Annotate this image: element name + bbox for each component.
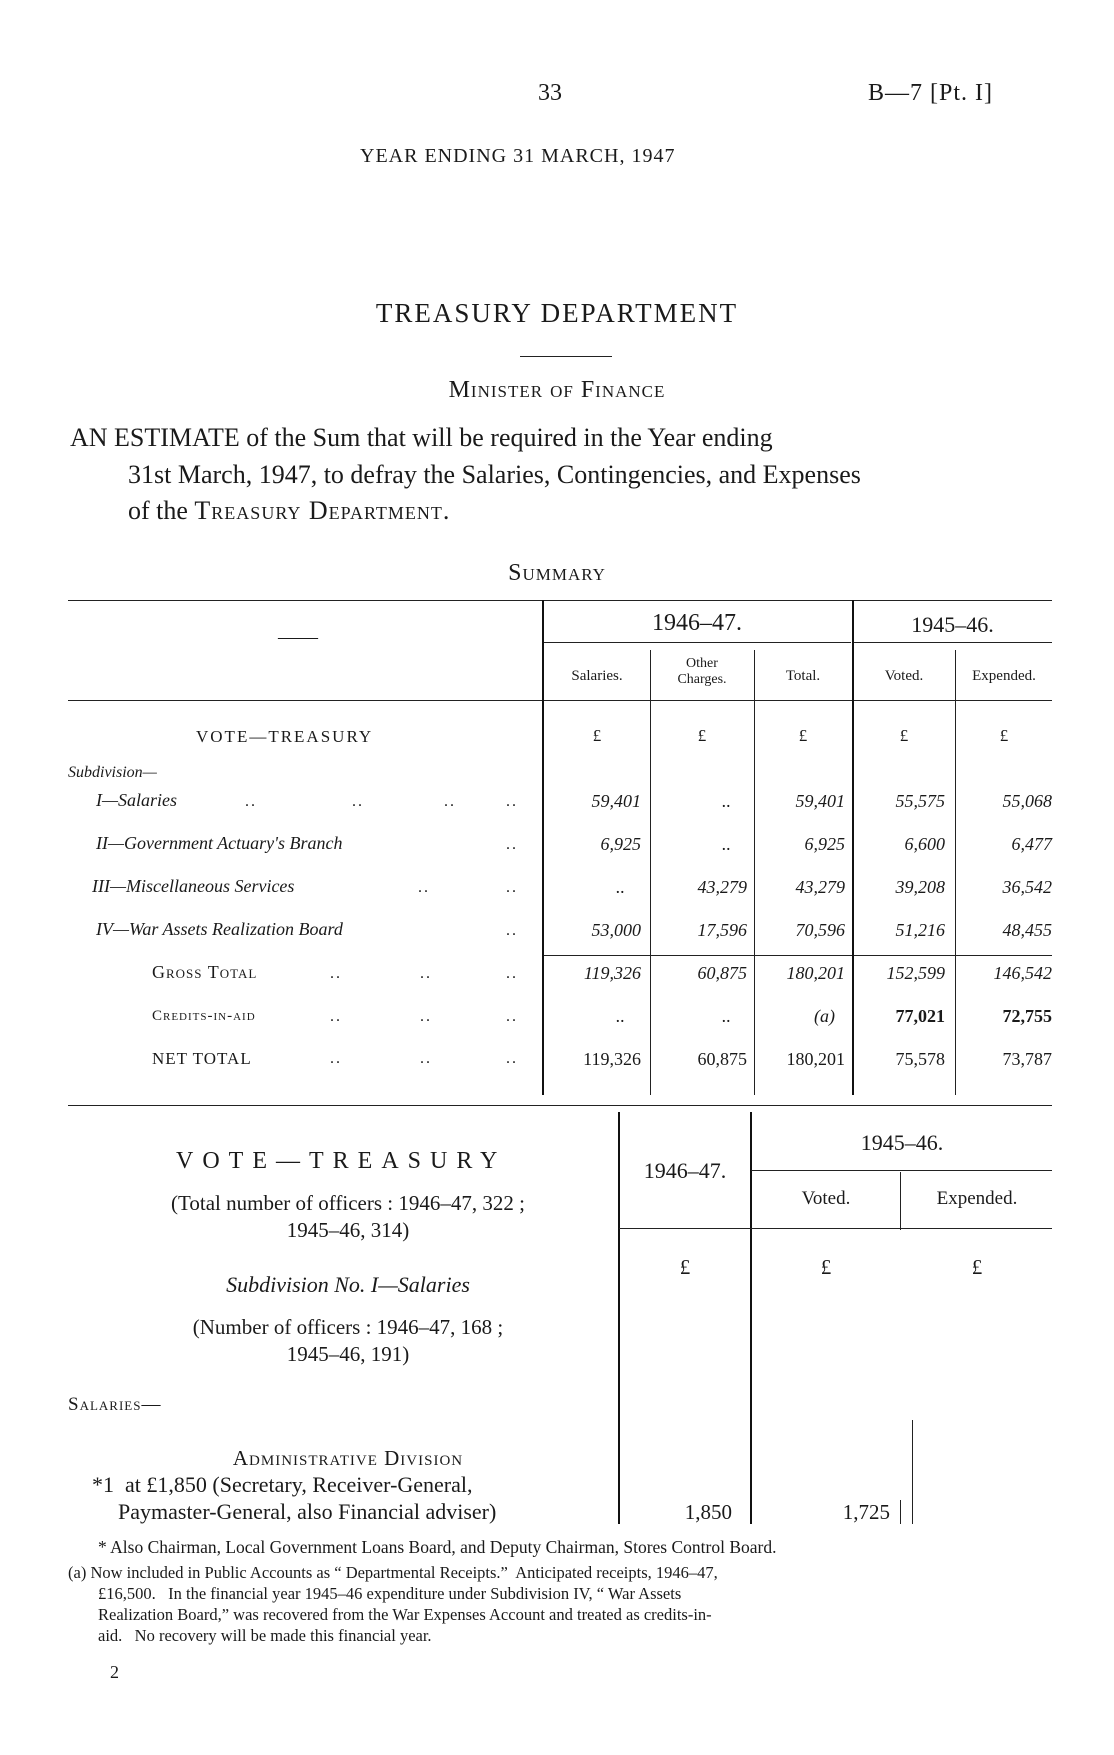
vote-bracket-line (900, 1500, 901, 1524)
summary-title: Summary (508, 560, 606, 586)
vote-divider-expended (900, 1172, 901, 1230)
cell-voted: 75,578 (895, 1049, 945, 1069)
vote-header-rule (619, 1228, 1052, 1229)
cell-expended: 73,787 (1002, 1049, 1052, 1069)
summary-divider-salaries (650, 650, 651, 1095)
estimate-line-3-prefix: of the (128, 496, 195, 525)
leader-dots: .. (506, 965, 518, 982)
cell-total: 70,596 (795, 920, 845, 940)
leader-dots: .. (420, 1050, 432, 1067)
col-total: Total. (785, 668, 821, 684)
salary-item-line-1: *1 at £1,850 (Secretary, Receiver-General, (92, 1472, 473, 1497)
summary-top-rule (68, 600, 1052, 601)
vote-currency-voted: £ (820, 1255, 832, 1279)
subdivision-label: Subdivision— (68, 764, 157, 781)
col-expended: Expended. (972, 668, 1036, 684)
cell-salaries: .. (616, 1006, 625, 1026)
leader-dots: .. (330, 1008, 342, 1025)
cell-voted: 77,021 (895, 1006, 945, 1026)
row-label-miscellaneous: III—Miscellaneous Services (92, 876, 295, 896)
vote-sub-officers-line-2: 1945–46, 191) (286, 1342, 410, 1366)
currency-salaries: £ (592, 726, 602, 745)
row-label-actuary: II—Government Actuary's Branch (96, 833, 343, 853)
leader-dots: .. (506, 922, 518, 939)
vote-col-voted: Voted. (801, 1188, 851, 1209)
summary-year-subrule-current (543, 642, 851, 643)
row-label-net-total: NET TOTAL (152, 1049, 252, 1068)
cell-expended: 146,542 (993, 963, 1052, 983)
vote-year-previous: 1945–46. (860, 1130, 944, 1155)
summary-bottom-rule (68, 1105, 1052, 1106)
currency-total: £ (798, 726, 808, 745)
summary-divider-voted (955, 650, 956, 1095)
footnote-a-line-4: aid. No recovery will be made this financial year. (98, 1626, 432, 1645)
leader-dots: .. (506, 793, 518, 810)
division-heading: Administrative Division (232, 1446, 464, 1470)
salaries-heading: Salaries— (68, 1394, 162, 1415)
cell-other: 60,875 (697, 963, 747, 983)
cell-salaries: 53,000 (591, 920, 641, 940)
cell-voted: 51,216 (895, 920, 945, 940)
page-number: 33 (538, 80, 562, 106)
vote-subdivision-title: Subdivision No. I—Salaries (226, 1272, 470, 1297)
cell-expended: 48,455 (1002, 920, 1052, 940)
leader-dots: .. (420, 1008, 432, 1025)
estimate-line-1: AN ESTIMATE of the Sum that will be required in the Year ending (70, 423, 773, 452)
cell-total: 180,201 (786, 1049, 845, 1069)
summary-vote-label: VOTE—TREASURY (196, 727, 374, 746)
cell-expended: 55,068 (1002, 791, 1052, 811)
cell-total: 180,201 (786, 963, 845, 983)
department-title: TREASURY DEPARTMENT (375, 298, 739, 328)
footnote-a-line-2: £16,500. In the financial year 1945–46 expenditure under Subdivision IV, “ War Assets (98, 1584, 682, 1603)
leader-dots: .. (418, 879, 430, 896)
col-other-charges (651, 656, 753, 688)
cell-expended: 72,755 (1002, 1006, 1052, 1026)
leader-dots: .. (444, 793, 456, 810)
cell-expended: 36,542 (1002, 877, 1052, 897)
signature-mark: 2 (110, 1662, 119, 1682)
summary-header-rule (68, 700, 1052, 701)
leader-dots: .. (330, 1050, 342, 1067)
salary-item-line-2: Paymaster-General, also Financial adviser) (118, 1499, 497, 1524)
cell-salaries: 6,925 (600, 834, 641, 854)
row-label-war-assets: IV—War Assets Realization Board (96, 919, 343, 939)
cell-total: 59,401 (795, 791, 845, 811)
leader-dots: .. (506, 1050, 518, 1067)
summary-year-current: 1946–47. (652, 610, 742, 636)
vote-col-expended: Expended. (936, 1188, 1018, 1209)
vote-officers-line-2: 1945–46, 314) (286, 1218, 410, 1242)
currency-expended: £ (999, 726, 1009, 745)
currency-voted: £ (899, 726, 909, 745)
leader-dots: .. (245, 793, 257, 810)
vote-sub-officers-line-1: (Number of officers : 1946–47, 168 ; (192, 1315, 504, 1339)
vote-year-current: 1946–47. (643, 1158, 727, 1183)
row-label-gross-total: Gross Total (152, 962, 258, 982)
document-reference: B—7 [Pt. I] (868, 80, 993, 106)
cell-voted: 39,208 (895, 877, 945, 897)
cell-salaries: .. (616, 877, 625, 897)
row-label-credits-in-aid: Credits-in-aid (152, 1008, 256, 1024)
cell-voted: 152,599 (886, 963, 945, 983)
vote-currency-expended: £ (971, 1255, 983, 1279)
col-salaries: Salaries. (571, 668, 623, 684)
footnote-a-line-3: Realization Board,” was recovered from the War Expenses Account and treated as credits-in- (98, 1605, 712, 1624)
estimate-line-2: 31st March, 1947, to defray the Salaries, Contingencies, and Expenses (128, 460, 861, 489)
vote-title: VOTE—TREASURY (176, 1148, 507, 1174)
leader-dots: .. (330, 965, 342, 982)
cell-total-note: (a) (814, 1006, 835, 1026)
cell-salaries: 119,326 (583, 963, 641, 983)
cell-other: 17,596 (697, 920, 747, 940)
vote-officers-line-1: (Total number of officers : 1946–47, 322 ; (171, 1191, 525, 1215)
cell-other: .. (722, 1006, 731, 1026)
estimate-line-3-suffix: . (442, 496, 450, 525)
cell-other: 43,279 (697, 877, 747, 897)
row-label-salaries: I—Salaries (96, 790, 177, 810)
cell-other: .. (722, 791, 731, 811)
estimate-department-name: Treasury Department (194, 496, 443, 525)
cell-voted: 55,575 (895, 791, 945, 811)
leader-dots: .. (420, 965, 432, 982)
cell-salaries: 59,401 (591, 791, 641, 811)
cell-total: 6,925 (804, 834, 845, 854)
summary-year-previous: 1945–46. (911, 612, 994, 637)
vote-bracket-line (912, 1420, 913, 1524)
leader-dots: .. (506, 836, 518, 853)
leader-dots: .. (506, 879, 518, 896)
vote-current-amount: 1,850 (684, 1500, 732, 1524)
col-voted: Voted. (884, 668, 924, 684)
year-heading: YEAR ENDING 31 MARCH, 1947 (360, 145, 676, 167)
minister-heading: Minister of Finance (448, 377, 666, 403)
cell-voted: 6,600 (904, 834, 945, 854)
cell-expended: 6,477 (1011, 834, 1052, 854)
col-other-charges-line-2: Charges. (677, 672, 727, 687)
currency-other: £ (697, 726, 707, 745)
vote-year-subrule (751, 1170, 1052, 1171)
footnote-a-line-1: (a) Now included in Public Accounts as “ Departmental Receipts.” Anticipated receipts, 1946–47, (68, 1563, 718, 1582)
col-other-charges-line-1: Other (686, 656, 718, 671)
title-rule (520, 356, 612, 357)
summary-year-subrule-previous (853, 642, 1052, 643)
leader-dots: .. (506, 1008, 518, 1025)
summary-divider-left (542, 600, 544, 1095)
vote-divider-middle (750, 1112, 752, 1524)
summary-divider-other (754, 650, 755, 1095)
estimate-line-3 (128, 496, 449, 526)
cell-other: .. (722, 834, 731, 854)
summary-stub-dash: —— (278, 626, 318, 648)
vote-currency-current: £ (679, 1255, 691, 1279)
vote-voted-amount: 1,725 (842, 1500, 890, 1524)
summary-gross-rule (543, 955, 1052, 956)
cell-total: 43,279 (795, 877, 845, 897)
leader-dots: .. (352, 793, 364, 810)
footnote-star: * Also Chairman, Local Government Loans Board, and Deputy Chairman, Stores Control Board. (98, 1537, 777, 1557)
cell-salaries: 119,326 (583, 1049, 641, 1069)
cell-other: 60,875 (697, 1049, 747, 1069)
